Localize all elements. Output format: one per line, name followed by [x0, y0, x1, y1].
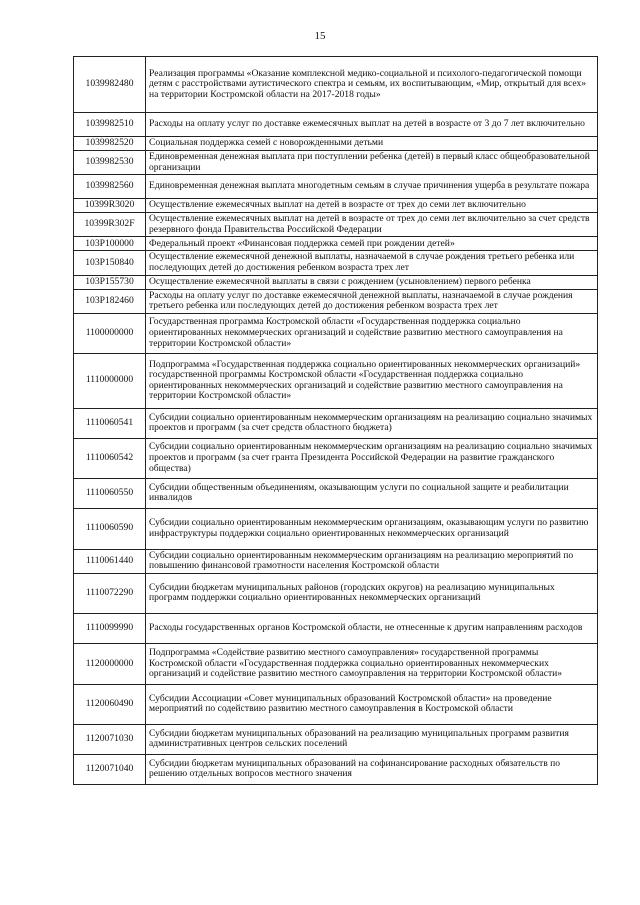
row-code: 1039982520 — [74, 137, 146, 151]
row-description: Субсидии бюджетам муниципальных образований на софинансирование расходных обязательств по решению отдельных вопросов местного значения — [146, 754, 598, 784]
table-row — [74, 613, 598, 643]
table-row — [74, 199, 598, 213]
row-description: Субсидии Ассоциации «Совет муниципальных образований Костромской области» на проведение мероприятий по содействию развитию местного самоуправления в Костромской области — [146, 684, 598, 724]
row-description: Подпрограмма «Государственная поддержка социально ориентированных некоммерческих организаций» государственной программы Костромской области «Государственная поддержка социально ориентированных некоммерческих организаций и содействие развитию местного самоуправления на территории Костромской области» — [146, 353, 598, 408]
row-code: 1110060542 — [74, 438, 146, 478]
row-code: 103P182460 — [74, 289, 146, 313]
row-description: Реализация программы «Оказание комплексной медико-социальной и психолого-педагогической помощи детям с расстройствами аутистического спектра и семьям, их воспитывающим, «Мир, открытый для всех» на территории Костромской области на 2017-2018 годы» — [146, 57, 598, 113]
row-description: Субсидии бюджетам муниципальных образований на реализацию муниципальных программ развития административных центров сельских поселений — [146, 724, 598, 754]
table-row — [74, 313, 598, 353]
table-row — [74, 57, 598, 113]
row-code: 1110060541 — [74, 408, 146, 438]
table-row — [74, 643, 598, 684]
row-code: 1110060590 — [74, 508, 146, 549]
row-description: Субсидии общественным объединениям, оказывающим услуги по социальной защите и реабилитации инвалидов — [146, 478, 598, 508]
row-code: 1110072290 — [74, 573, 146, 613]
row-description: Осуществление ежемесячных выплат на детей в возрасте от трех до семи лет включительно — [146, 199, 598, 213]
table-row — [74, 251, 598, 275]
row-description: Государственная программа Костромской области «Государственная поддержка социально ориентированных некоммерческих организаций и содействие развитию местного самоуправления на территории Костромской области» — [146, 313, 598, 353]
row-code: 1120071030 — [74, 724, 146, 754]
row-code: 1039982480 — [74, 57, 146, 113]
table-row — [74, 754, 598, 784]
row-code: 1110099990 — [74, 613, 146, 643]
row-description: Осуществление ежемесячных выплат на детей в возрасте от трех до семи лет включительно за счет средств резервного фонда Правительства Российской Федерации — [146, 213, 598, 237]
row-code: 1110000000 — [74, 353, 146, 408]
row-description: Расходы на оплату услуг по доставке ежемесячных выплат на детей в возрасте от 3 до 7 лет включительно — [146, 113, 598, 137]
row-description: Единовременная денежная выплата при поступлении ребенка (детей) в первый класс общеобразовательной организации — [146, 151, 598, 175]
row-code: 1120000000 — [74, 643, 146, 684]
row-description: Федеральный проект «Финансовая поддержка семей при рождении детей» — [146, 237, 598, 251]
row-description: Субсидии социально ориентированным некоммерческим организациям, оказывающим услуги по развитию инфраструктуры поддержки социально ориентированных некоммерческих организаций — [146, 508, 598, 549]
row-description: Социальная поддержка семей с новорожденными детьми — [146, 137, 598, 151]
table-row — [74, 573, 598, 613]
row-description: Расходы на оплату услуг по доставке ежемесячной денежной выплаты, назначаемой в случае рождения третьего ребенка или последующих детей до достижения ребенком возраста трех лет — [146, 289, 598, 313]
row-code: 103P150840 — [74, 251, 146, 275]
table-row — [74, 137, 598, 151]
table-row — [74, 549, 598, 573]
row-description: Подпрограмма «Содействие развитию местного самоуправления» государственной программы Костромской области «Государственная поддержка социально ориентированных некоммерческих организаций и содействие развитию местного самоуправления на территории Костромской области» — [146, 643, 598, 684]
row-description: Расходы государственных органов Костромской области, не отнесенные к другим направлениям расходов — [146, 613, 598, 643]
page-number: 15 — [314, 30, 326, 42]
table-row — [74, 724, 598, 754]
budget-classification-table — [73, 56, 598, 785]
table-row — [74, 151, 598, 175]
row-description: Субсидии бюджетам муниципальных районов (городских округов) на реализацию муниципальных программ поддержки социально ориентированных некоммерческих организаций — [146, 573, 598, 613]
row-code: 1120060490 — [74, 684, 146, 724]
table-row — [74, 237, 598, 251]
row-code: 10399R3020 — [74, 199, 146, 213]
row-description: Субсидии социально ориентированным некоммерческим организациям на реализацию мероприятий по повышению финансовой грамотности населения Костромской области — [146, 549, 598, 573]
row-description: Субсидии социально ориентированным некоммерческим организациям на реализацию социально значимых проектов и программ (за счет средств областного бюджета) — [146, 408, 598, 438]
table-row — [74, 478, 598, 508]
row-description: Единовременная денежная выплата многодетным семьям в случае причинения ущерба в результате пожара — [146, 175, 598, 199]
row-code: 1110061440 — [74, 549, 146, 573]
table-row — [74, 175, 598, 199]
row-code: 103P100000 — [74, 237, 146, 251]
table-row — [74, 684, 598, 724]
row-code: 1039982530 — [74, 151, 146, 175]
table-row — [74, 408, 598, 438]
row-description: Осуществление ежемесячной денежной выплаты, назначаемой в случае рождения третьего ребенка или последующих детей до достижения ребенком возраста трех лет — [146, 251, 598, 275]
table-row — [74, 353, 598, 408]
row-code: 1100000000 — [74, 313, 146, 353]
table-row — [74, 113, 598, 137]
table-row — [74, 289, 598, 313]
table-row — [74, 213, 598, 237]
row-code: 1039982510 — [74, 113, 146, 137]
row-description: Субсидии социально ориентированным некоммерческим организациям на реализацию социально значимых проектов и программ (за счет гранта Президента Российской Федерации на развитие гражданского общества) — [146, 438, 598, 478]
row-description: Осуществление ежемесячной выплаты в связи с рождением (усыновлением) первого ребенка — [146, 275, 598, 289]
table-row — [74, 508, 598, 549]
table-row — [74, 275, 598, 289]
row-code: 1120071040 — [74, 754, 146, 784]
row-code: 1039982560 — [74, 175, 146, 199]
row-code: 10399R302F — [74, 213, 146, 237]
table-row — [74, 438, 598, 478]
row-code: 103P155730 — [74, 275, 146, 289]
row-code: 1110060550 — [74, 478, 146, 508]
table-body — [74, 57, 598, 785]
